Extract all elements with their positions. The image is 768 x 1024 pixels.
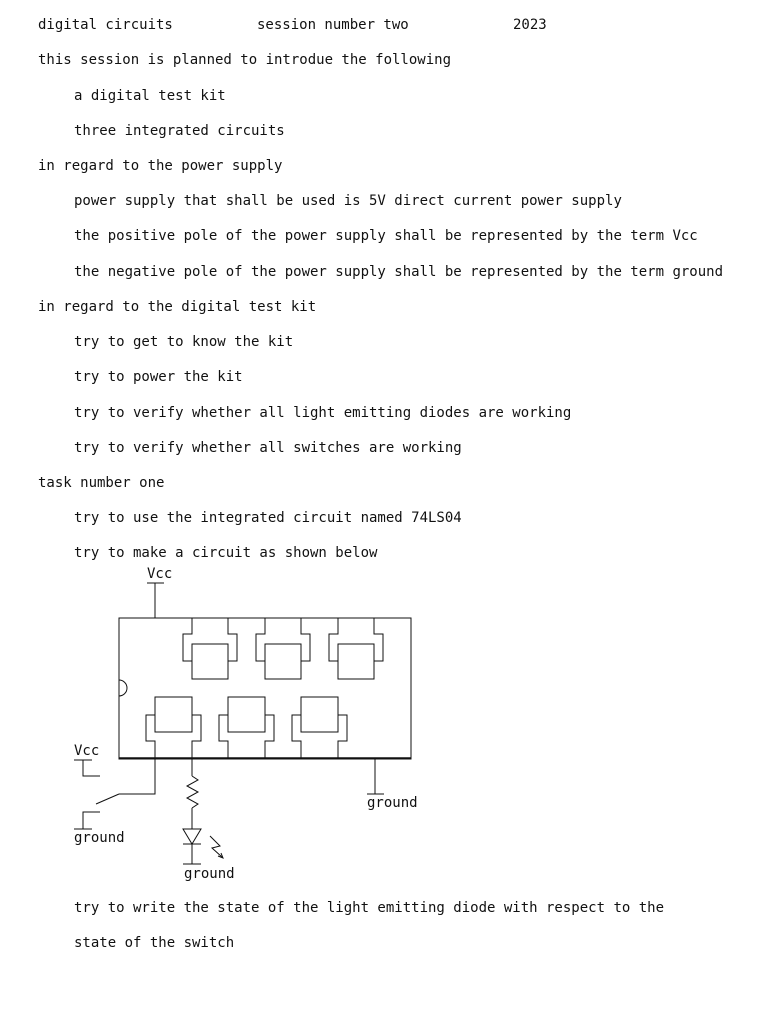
inverter-gate-lower-2 (219, 697, 274, 758)
bullet-line: try to power the kit (74, 369, 243, 385)
footer-line: state of the switch (74, 935, 235, 951)
led-light-rays-icon (210, 836, 223, 858)
led-diode-triangle (183, 829, 201, 844)
switch-ground-wire (83, 812, 100, 829)
section-heading: in regard to the power supply (38, 158, 283, 174)
bullet-line: try to get to know the kit (74, 334, 294, 350)
bullet-line: a digital test kit (74, 88, 226, 104)
ic-notch (119, 680, 127, 696)
header-session: session number two (257, 17, 409, 33)
ground-led-label: ground (184, 866, 235, 882)
bullet-line: the positive pole of the power supply shall be represented by the term Vcc (74, 228, 698, 244)
inverter-gate-upper-3 (329, 618, 383, 679)
section-heading: task number one (38, 475, 165, 491)
bullet-line: try to make a circuit as shown below (74, 545, 378, 561)
ic-74ls04-body (119, 618, 411, 759)
switch-to-ic-wire (119, 758, 155, 794)
footer-line: try to write the state of the light emitting diode with respect to the (74, 900, 665, 916)
ground-switch-label: ground (74, 830, 125, 846)
vcc-left-label: Vcc (74, 743, 100, 759)
vcc-top-label: Vcc (147, 566, 173, 582)
bullet-line: power supply that shall be used is 5V direct current power supply (74, 193, 622, 209)
inverter-gate-lower-1 (146, 697, 201, 758)
inverter-gate-lower-3 (292, 697, 347, 758)
switch-lever (96, 794, 119, 804)
ground-right-label: ground (367, 795, 418, 811)
section-heading: in regard to the digital test kit (38, 299, 317, 315)
bullet-line: try to verify whether all light emitting diodes are working (74, 405, 572, 421)
bullet-line: try to use the integrated circuit named 74LS04 (74, 510, 462, 526)
circuit-diagram (0, 560, 768, 890)
intro-line: this session is planned to introdue the following (38, 52, 452, 68)
header-year: 2023 (513, 17, 547, 33)
resistor (187, 776, 198, 808)
bullet-line: three integrated circuits (74, 123, 285, 139)
inverter-gate-upper-2 (256, 618, 310, 679)
vcc-left-wire (83, 760, 100, 776)
header-course: digital circuits (38, 17, 173, 33)
bullet-line: the negative pole of the power supply shall be represented by the term ground (74, 264, 724, 280)
inverter-gate-upper-1 (183, 618, 237, 679)
bullet-line: try to verify whether all switches are working (74, 440, 462, 456)
